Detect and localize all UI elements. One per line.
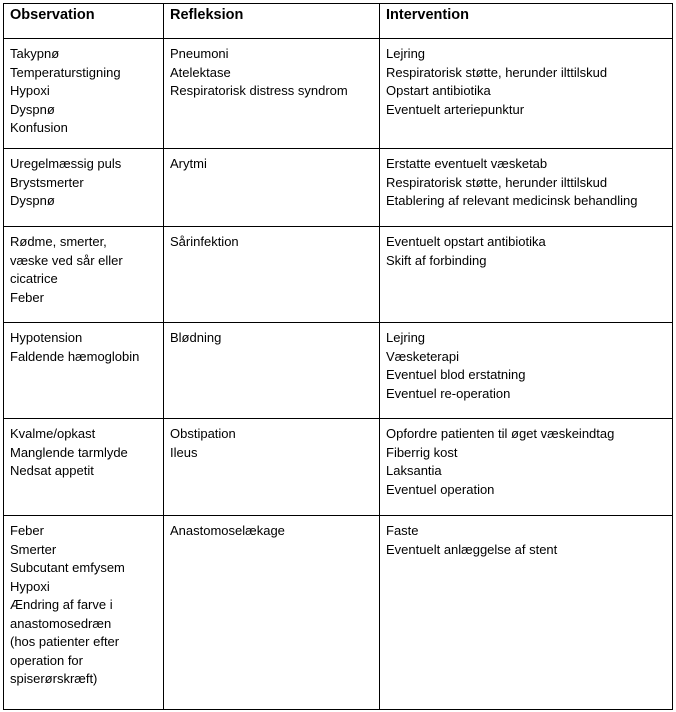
refleksion-cell (164, 516, 380, 710)
observation-text: Dyspnø (10, 193, 55, 208)
intervention-text: Væsketerapi (386, 348, 459, 364)
header-intervention: Intervention (380, 4, 673, 39)
intervention-text: Opfordre patienten til øget væskeindtag (386, 426, 615, 441)
intervention-text: Laksantia (386, 463, 442, 478)
intervention-text: Opstart antibiotika (386, 83, 491, 98)
observation-cell (4, 323, 164, 419)
observation-text: Manglende tarmlyde (10, 444, 128, 460)
observation-text: Nedsat appetit (10, 463, 94, 478)
observation-text: væske ved sår eller (10, 252, 123, 268)
intervention-cell (380, 516, 673, 710)
observation-text: spiserørskræft) (10, 671, 98, 686)
observation-cell (4, 227, 164, 323)
observation-text: Temperaturstigning (10, 64, 121, 80)
observation-text: Smerter (10, 541, 57, 557)
refleksion-text: Arytmi (170, 156, 207, 171)
observation-text: Feber (10, 523, 44, 538)
observation-text: Hypoxi (10, 83, 50, 98)
intervention-text: Respiratorisk støtte, herunder ilttilskud (386, 64, 608, 80)
table-row (4, 39, 673, 149)
refleksion-cell (164, 419, 380, 516)
intervention-text: Eventuelt anlæggelse af stent (386, 541, 558, 557)
observation-text: Rødme, smerter, (10, 234, 107, 249)
intervention-text: Lejring (386, 330, 426, 345)
intervention-text: Eventuel operation (386, 481, 495, 497)
refleksion-text: Pneumoni (170, 46, 229, 61)
header-refleksion: Refleksion (164, 4, 380, 39)
observation-text: Kvalme/opkast (10, 426, 96, 441)
observation-cell (4, 39, 164, 149)
refleksion-text: Sårinfektion (170, 234, 239, 249)
refleksion-cell (164, 149, 380, 227)
observation-text: Faldende hæmoglobin (10, 348, 140, 364)
observation-text: operation for (10, 652, 83, 668)
table-row (4, 323, 673, 419)
refleksion-cell (164, 39, 380, 149)
header-observation: Observation (4, 4, 164, 39)
table-row (4, 149, 673, 227)
refleksion-text: Anastomoselækage (170, 523, 285, 538)
observation-cell (4, 149, 164, 227)
intervention-text: Eventuel blod erstatning (386, 367, 526, 382)
table-row (4, 227, 673, 323)
intervention-text: Skift af forbinding (386, 252, 487, 268)
observation-text: Feber (10, 289, 44, 305)
table-row (4, 516, 673, 710)
intervention-cell (380, 227, 673, 323)
refleksion-text: Obstipation (170, 426, 236, 441)
intervention-text: Eventuelt opstart antibiotika (386, 234, 546, 249)
observation-text: Takypnø (10, 46, 60, 61)
observation-text: Hypotension (10, 330, 83, 345)
observation-text: Dyspnø (10, 101, 55, 117)
refleksion-text: Atelektase (170, 64, 231, 80)
intervention-cell (380, 149, 673, 227)
refleksion-text: Blødning (170, 330, 222, 345)
observation-text: Konfusion (10, 120, 68, 135)
header-row (4, 4, 673, 39)
observation-cell (4, 516, 164, 710)
intervention-text: Eventuel re-operation (386, 385, 511, 401)
intervention-cell (380, 323, 673, 419)
observation-text: (hos patienter efter (10, 634, 120, 649)
refleksion-text: Ileus (170, 444, 198, 460)
observation-text: Hypoxi (10, 578, 50, 594)
intervention-cell (380, 419, 673, 516)
intervention-text: Lejring (386, 46, 426, 61)
table-body (4, 39, 673, 710)
observation-text: Ændring af farve i (10, 597, 113, 612)
intervention-cell (380, 39, 673, 149)
intervention-text: Etablering af relevant medicinsk behandling (386, 193, 638, 208)
observation-cell (4, 419, 164, 516)
observation-text: anastomosedræn (10, 615, 112, 631)
observation-text: cicatrice (10, 271, 58, 286)
intervention-text: Respiratorisk støtte, herunder ilttilskud (386, 174, 608, 190)
intervention-text: Erstatte eventuelt væsketab (386, 156, 548, 171)
observation-text: Uregelmæssig puls (10, 156, 122, 171)
intervention-text: Faste (386, 523, 419, 538)
observation-text: Subcutant emfysem (10, 560, 125, 575)
intervention-text: Fiberrig kost (386, 444, 458, 460)
refleksion-cell (164, 227, 380, 323)
table-row (4, 419, 673, 516)
refleksion-cell (164, 323, 380, 419)
refleksion-text: Respiratorisk distress syndrom (170, 83, 348, 98)
observation-text: Brystsmerter (10, 174, 84, 190)
intervention-text: Eventuelt arteriepunktur (386, 101, 525, 117)
clinical-table (3, 3, 673, 710)
